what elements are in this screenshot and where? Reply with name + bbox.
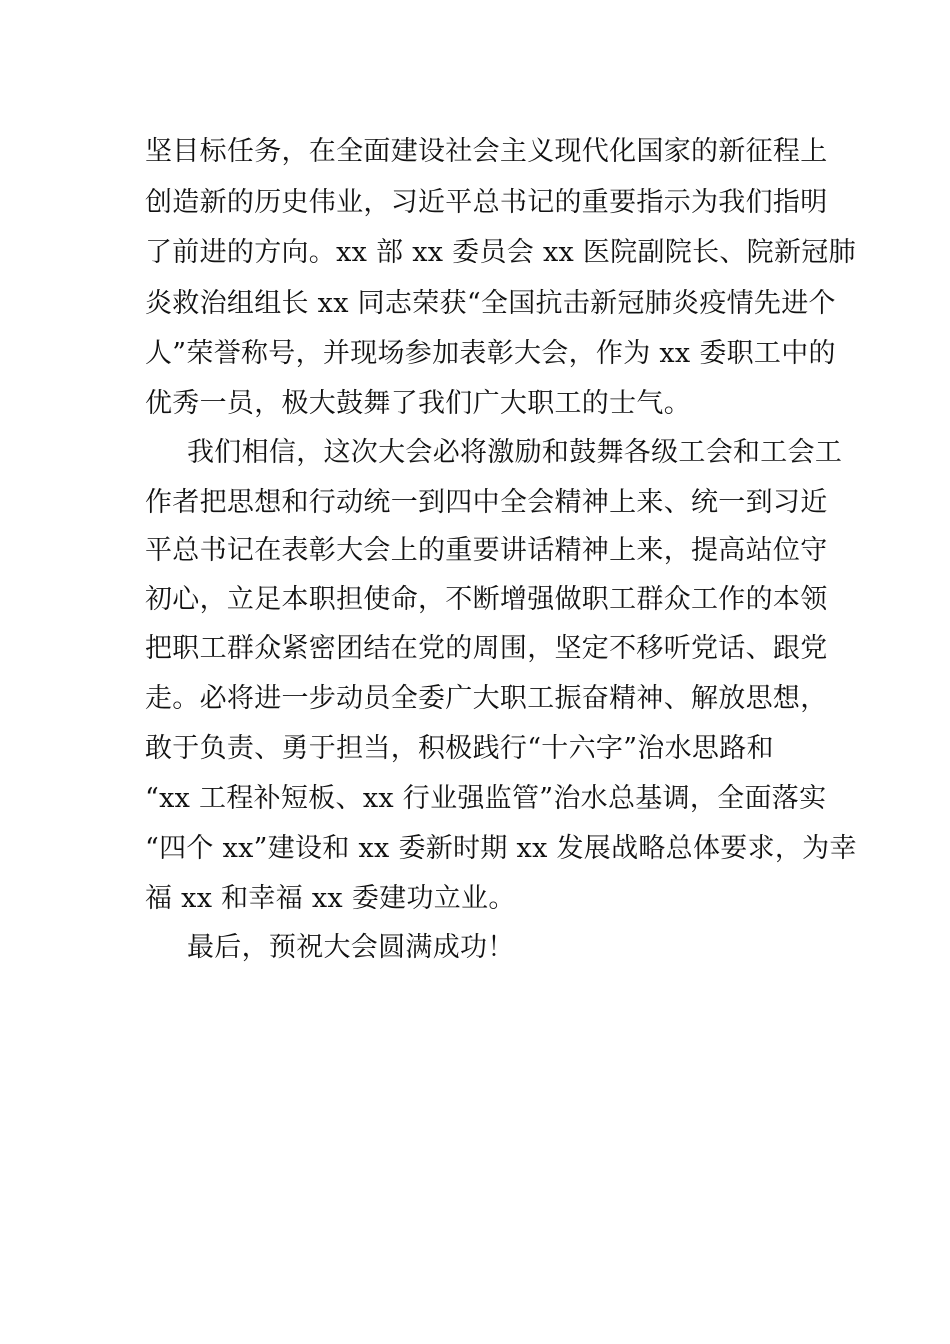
paragraph-1-line-1: 坚目标任务，在全面建设社会主义现代化国家的新征程上 <box>145 136 828 167</box>
paragraph-2-line-5: 把职工群众紧密团结在党的周围，坚定不移听党话、跟党 <box>145 633 828 664</box>
paragraph-2-line-6: 走。必将进一步动员全委广大职工振奋精神、解放思想， <box>145 683 828 714</box>
paragraph-2-line-2: 作者把思想和行动统一到四中全会精神上来、统一到习近 <box>145 487 828 518</box>
paragraph-1-line-2: 创造新的历史伟业，习近平总书记的重要指示为我们指明 <box>145 187 828 218</box>
paragraph-2-line-8: “xx 工程补短板、xx 行业强监管”治水总基调，全面落实 <box>145 783 827 814</box>
paragraph-1-line-6: 优秀一员，极大鼓舞了我们广大职工的士气。 <box>145 388 691 419</box>
paragraph-2-line-4: 初心，立足本职担使命，不断增强做职工群众工作的本领 <box>145 584 828 615</box>
paragraph-2-line-10: 福 xx 和幸福 xx 委建功立业。 <box>145 883 516 914</box>
paragraph-1-line-5: 人”荣誉称号，并现场参加表彰大会，作为 xx 委职工中的 <box>145 338 836 369</box>
paragraph-2-line-9: “四个 xx”建设和 xx 委新时期 xx 发展战略总体要求，为幸 <box>145 833 857 864</box>
paragraph-2-line-7: 敢于负责、勇于担当，积极践行“十六字”治水思路和 <box>145 733 774 764</box>
paragraph-2-line-3: 平总书记在表彰大会上的重要讲话精神上来，提高站位守 <box>145 535 828 566</box>
paragraph-2-line-1: 我们相信，这次大会必将激励和鼓舞各级工会和工会工 <box>187 437 843 468</box>
paragraph-3-line-1: 最后，预祝大会圆满成功！ <box>187 932 515 963</box>
paragraph-1-line-4: 炎救治组组长 xx 同志荣获“全国抗击新冠肺炎疫情先进个 <box>145 288 836 319</box>
paragraph-1-line-3: 了前进的方向。xx 部 xx 委员会 xx 医院副院长、院新冠肺 <box>145 237 856 268</box>
